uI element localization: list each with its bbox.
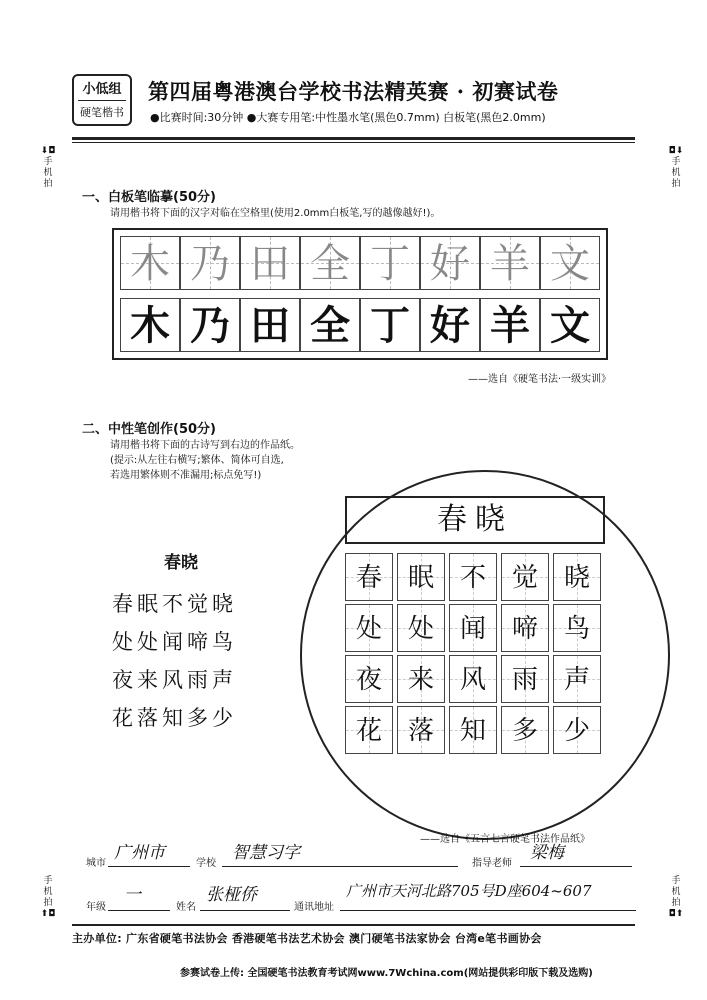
copy-cell-char: 丁: [370, 303, 410, 349]
work-cell-char: 春: [355, 563, 382, 593]
model-cell: [360, 236, 420, 290]
badge-style: 硬笔楷书: [80, 106, 124, 119]
camera-icon: ⬇◘: [40, 146, 56, 156]
copy-cell-char: 羊: [490, 303, 530, 349]
poem-line: 花落知多少: [112, 706, 237, 730]
model-cell-char: 好: [430, 241, 470, 287]
work-cell: [501, 706, 549, 754]
work-cell: [449, 553, 497, 601]
school-label: 学校: [196, 858, 216, 869]
camera-icon: ⬆◘: [40, 909, 56, 919]
work-cell: [501, 655, 549, 703]
work-cell: [449, 655, 497, 703]
work-cell: [501, 553, 549, 601]
model-cell: [120, 236, 180, 290]
badge-group: 小低组: [82, 82, 122, 97]
work-grid: [345, 553, 605, 757]
work-cell: [397, 706, 445, 754]
address-label: 通讯地址: [294, 902, 334, 913]
page-subtitle: ●比赛时间:30分钟 ●大赛专用笔:中性墨水笔(黑色0.7mm) 白板笔(黑色2.0mm): [150, 111, 546, 124]
school-field[interactable]: 智慧习字: [232, 843, 300, 863]
section1-source: ——选自《硬笔书法·一级实训》: [468, 374, 612, 385]
model-cell-char: 田: [250, 241, 290, 287]
copy-cell-char: 好: [430, 303, 470, 349]
work-cell-char: 夜: [355, 665, 382, 695]
work-row: [345, 706, 605, 754]
work-row: [345, 553, 605, 601]
copy-cell-char: 乃: [190, 303, 230, 349]
section1-heading: 一、白板笔临摹(50分): [82, 190, 216, 205]
copy-cell: [180, 298, 240, 352]
copy-cell: [420, 298, 480, 352]
copy-cell: [300, 298, 360, 352]
model-cell-char: 全: [310, 241, 350, 287]
model-cell: [240, 236, 300, 290]
header-rule: [72, 137, 635, 140]
sponsors: 主办单位: 广东省硬笔书法协会 香港硬笔书法艺术协会 澳门硬笔书法家协会 台湾e笔书画协会: [72, 932, 542, 945]
section1-instruction: 请用楷书将下面的汉字对临在空格里(使用2.0mm白板笔,写的越像越好!)。: [110, 208, 441, 219]
work-cell-char: 晓: [563, 563, 590, 593]
model-cell: [480, 236, 540, 290]
work-cell: [553, 655, 601, 703]
work-cell-char: 鸟: [563, 614, 590, 644]
work-cell-char: 处: [355, 614, 382, 644]
copy-cell-char: 全: [310, 303, 350, 349]
copy-row: [120, 298, 600, 352]
work-cell-char: 声: [563, 665, 590, 695]
footer-rule: [72, 924, 635, 926]
work-cell: [345, 655, 393, 703]
work-cell-char: 不: [459, 563, 486, 593]
poem-line: 处处闻啼鸟: [112, 630, 237, 654]
work-cell-char: 眠: [407, 563, 434, 593]
work-cell: [553, 553, 601, 601]
work-cell-char: 啼: [511, 614, 538, 644]
model-cell-char: 文: [550, 241, 590, 287]
work-row: [345, 655, 605, 703]
city-field[interactable]: 广州市: [114, 843, 165, 863]
camera-icon: ◘⬇: [668, 146, 684, 156]
section2-source: ——选自《五言七言硬笔书法作品纸》: [420, 834, 590, 845]
side-label-bottom-right: 手机拍 ◘⬆: [668, 876, 684, 919]
work-cell-char: 花: [355, 716, 382, 746]
work-cell: [553, 706, 601, 754]
work-cell: [397, 604, 445, 652]
work-cell-char: 处: [407, 614, 434, 644]
side-label-top-left: ⬇◘ 手机拍: [40, 146, 56, 189]
work-row: [345, 604, 605, 652]
copy-cell: [480, 298, 540, 352]
work-cell: [345, 706, 393, 754]
model-cell-char: 乃: [190, 241, 230, 287]
grade-field[interactable]: 一: [124, 885, 141, 905]
work-cell: [449, 604, 497, 652]
work-cell-char: 觉: [511, 563, 538, 593]
group-badge: [72, 74, 132, 126]
work-cell: [397, 655, 445, 703]
upload-info: 参赛试卷上传: 全国硬笔书法教育考试网www.7Wchina.com(网站提供彩印版下载及选购): [180, 968, 593, 979]
work-cell-char: 多: [511, 716, 538, 746]
city-label: 城市: [86, 858, 106, 869]
tracing-grid: [112, 228, 608, 360]
section2-heading: 二、中性笔创作(50分): [82, 422, 216, 437]
poem-line: 夜来风雨声: [112, 668, 237, 692]
copy-cell: [360, 298, 420, 352]
model-cell-char: 丁: [370, 241, 410, 287]
copy-cell-char: 木: [130, 303, 170, 349]
teacher-label: 指导老师: [472, 858, 512, 869]
work-cell: [345, 553, 393, 601]
name-field[interactable]: 张桠侨: [206, 885, 257, 905]
work-cell-char: 少: [563, 716, 590, 746]
work-cell: [449, 706, 497, 754]
work-cell: [345, 604, 393, 652]
poem-title: 春晓: [164, 553, 198, 573]
page-title: 第四届粤港澳台学校书法精英赛 · 初赛试卷: [148, 79, 559, 104]
section2-instruction: 请用楷书将下面的古诗写到右边的作品纸。 (提示:从左往右横写;繁体、简体可自选, 若选用繁体则不准漏用;标点免写!): [110, 440, 300, 481]
side-label-bottom-left: 手机拍 ⬆◘: [40, 876, 56, 919]
model-cell-char: 羊: [490, 241, 530, 287]
work-cell-char: 来: [407, 665, 434, 695]
work-cell-char: 风: [459, 665, 486, 695]
header-rule-thin: [72, 142, 635, 143]
model-cell-char: 木: [130, 241, 170, 287]
model-row: [120, 236, 600, 290]
work-title: 春晓: [345, 496, 605, 544]
model-cell: [180, 236, 240, 290]
poem-line: 春眠不觉晓: [112, 592, 237, 616]
teacher-field[interactable]: 梁梅: [530, 843, 564, 863]
address-field[interactable]: 广州市天河北路705号D座604~607: [346, 882, 592, 900]
work-cell-char: 雨: [511, 665, 538, 695]
model-cell: [540, 236, 600, 290]
work-cell: [553, 604, 601, 652]
work-cell-char: 闻: [459, 614, 486, 644]
name-label: 姓名: [176, 902, 196, 913]
work-cell-char: 落: [407, 716, 434, 746]
work-cell: [397, 553, 445, 601]
camera-icon: ◘⬆: [668, 909, 684, 919]
copy-cell: [120, 298, 180, 352]
copy-cell-char: 文: [550, 303, 590, 349]
copy-cell: [540, 298, 600, 352]
grade-label: 年级: [86, 902, 106, 913]
work-cell-char: 知: [459, 716, 486, 746]
side-label-top-right: ◘⬇ 手机拍: [668, 146, 684, 189]
model-cell: [300, 236, 360, 290]
work-cell: [501, 604, 549, 652]
model-cell: [420, 236, 480, 290]
copy-cell-char: 田: [250, 303, 290, 349]
copy-cell: [240, 298, 300, 352]
